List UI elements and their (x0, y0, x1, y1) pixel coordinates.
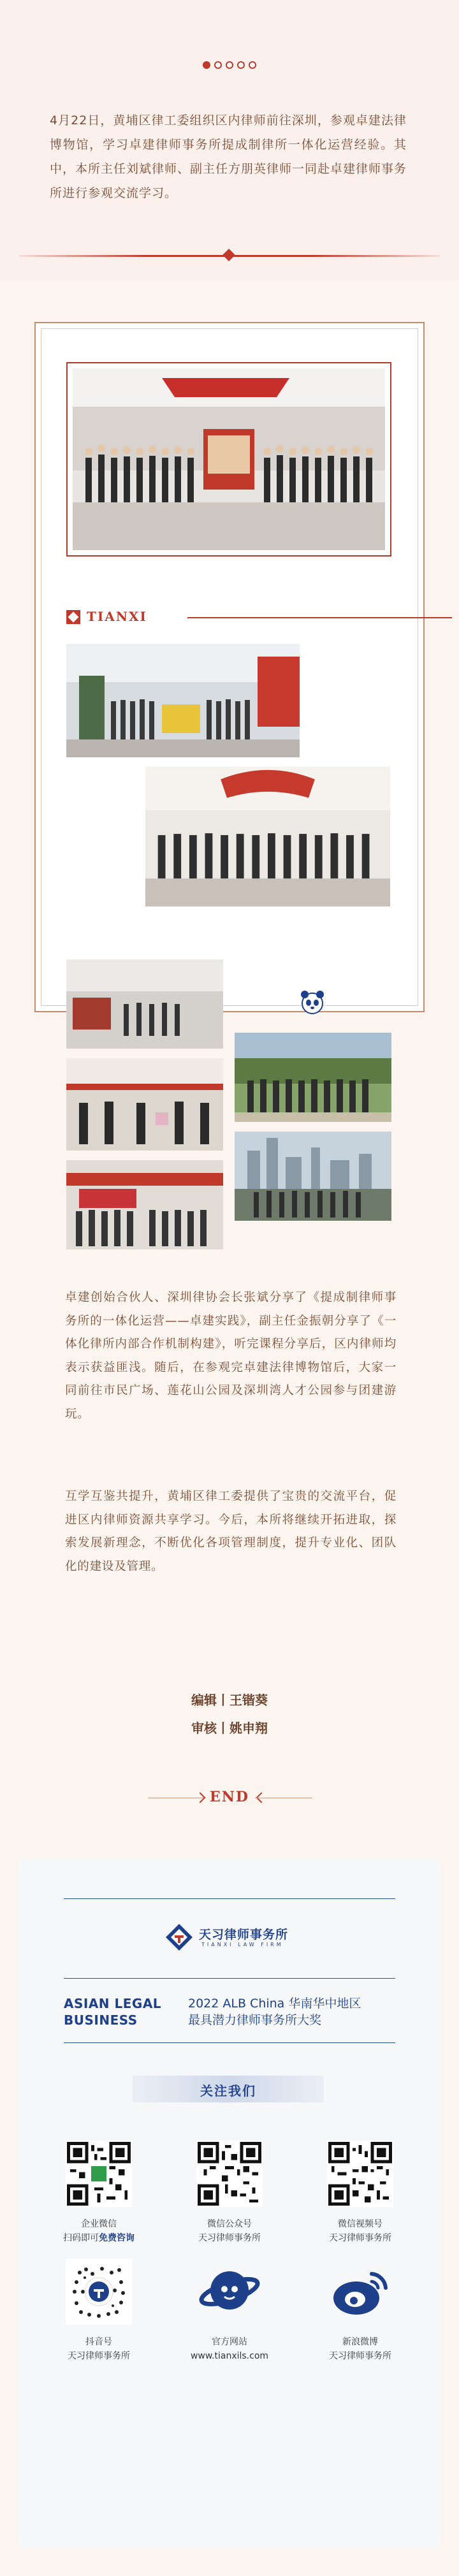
group-photo-seated[interactable] (143, 765, 392, 908)
award-photo[interactable] (66, 1058, 223, 1151)
group-photo-lobby[interactable] (73, 368, 385, 550)
award-line-1: 2022 ALB China 华南华中地区 (188, 1997, 361, 2011)
divider-diamond-icon (222, 249, 235, 261)
tianxi-logo-icon (66, 610, 80, 624)
reviewer-credit: 审核丨姚申翔 (191, 1721, 268, 1736)
douyin-account-name: 天习律师事务所 (68, 2351, 130, 2361)
divider-line (187, 617, 452, 618)
weibo-icon[interactable] (327, 2259, 393, 2325)
panda-doodle-icon (298, 988, 326, 1016)
wechat-label: 微信公众号 (207, 2219, 252, 2229)
alb-publication-name (64, 1995, 161, 2028)
channels-account-name: 天习律师事务所 (329, 2233, 391, 2243)
tianxi-logo-icon (164, 1923, 194, 1952)
wecom-label: 企业微信 (81, 2219, 117, 2229)
divider-line (64, 1978, 395, 1979)
alb-line-2: BUSINESS (64, 2012, 138, 2028)
award-line-2: 最具潜力律师事务所大奖 (188, 2013, 322, 2027)
qr-code-icon[interactable] (196, 2141, 263, 2207)
alb-line-1: ASIAN LEGAL (64, 1996, 162, 2011)
skyline-group-photo[interactable] (235, 1132, 391, 1221)
image-pager[interactable] (203, 61, 256, 69)
channels-label: 微信视频号 (338, 2219, 382, 2229)
planet-icon[interactable] (196, 2259, 263, 2325)
group-photo-banner[interactable] (66, 644, 300, 757)
footer-section (19, 1860, 440, 2549)
douyin-account[interactable] (38, 2259, 159, 2363)
firm-logo[interactable] (164, 1919, 298, 1957)
divider-line (64, 1898, 395, 1899)
official-website[interactable] (169, 2259, 290, 2363)
end-marker (0, 1789, 459, 1808)
museum-photo-1[interactable] (66, 959, 223, 1049)
follow-us-label: 关注我们 (200, 2083, 256, 2099)
pager-dot-active[interactable] (203, 61, 210, 69)
wechat-account-name: 天习律师事务所 (198, 2233, 261, 2243)
wecom-contact[interactable] (38, 2141, 159, 2245)
qr-code-icon[interactable] (327, 2141, 393, 2207)
credits-block (0, 1686, 459, 1742)
qr-code-icon[interactable] (66, 2141, 132, 2207)
intro-section (0, 0, 459, 280)
museum-photo-2[interactable] (66, 1160, 223, 1249)
pager-dot[interactable] (237, 61, 245, 69)
qr-code-icon[interactable] (66, 2259, 132, 2325)
wechat-official-account[interactable] (169, 2141, 290, 2245)
douyin-label: 抖音号 (85, 2337, 112, 2347)
end-label: END (210, 1789, 249, 1805)
pager-dot[interactable] (249, 61, 256, 69)
pager-dot[interactable] (214, 61, 222, 69)
website-url[interactable]: www.tianxils.com (190, 2351, 269, 2361)
pager-dot[interactable] (226, 61, 233, 69)
award-text (188, 1995, 361, 2028)
wecom-hint-emphasis: 免费咨询 (99, 2233, 135, 2243)
divider-line (64, 2042, 395, 2043)
website-label: 官方网站 (212, 2337, 247, 2347)
brand-name: TIANXI (87, 609, 147, 624)
featured-photo-frame (66, 362, 391, 557)
park-group-photo[interactable] (235, 1033, 391, 1122)
wechat-channels[interactable] (300, 2141, 421, 2245)
body-paragraph-2: 互学互鉴共提升，黄埔区律工委提供了宝贵的交流平台，促进区内律师资源共享学习。今后，本所将继续开拓进取，探索发展新理念，不断优化各项管理制度，提升专业化、团队化的建设及管理。 (65, 1490, 397, 1573)
body-paragraph-1: 卓建创始合伙人、深圳律协会长张斌分享了《提成制律师事务所的一体化运营——卓建实践》，副主任金振朝分享了《一体化律所内部合作机制构建》，听完课程分享后，区内律师均表示获益匪浅。随后，在参观完卓建法律博物馆后，大家一同前往市民广场、莲花山公园及深圳湾人才公园参与团建游玩。 (65, 1291, 397, 1421)
weibo-label: 新浪微博 (342, 2337, 378, 2347)
weibo-account-name: 天习律师事务所 (329, 2351, 391, 2361)
sina-weibo[interactable] (300, 2259, 421, 2363)
editor-credit: 编辑丨王锴葵 (191, 1692, 268, 1708)
firm-name-en: TIANXI LAW FIRM (201, 1942, 284, 1947)
firm-name-cn: 天习律师事务所 (199, 1928, 289, 1942)
wecom-hint: 扫码即可 (63, 2233, 99, 2243)
brand-divider (66, 609, 391, 628)
intro-paragraph: 4月22日，黄埔区律工委组织区内律师前往深圳，参观卓建法律博物馆，学习卓建律师事务所提成制律所一体化运营经验。其中，本所主任刘斌律师、副主任方朋英律师一同赴卓建律师事务所进行参观交流学习。 (50, 113, 407, 200)
follow-us-banner (133, 2076, 324, 2102)
